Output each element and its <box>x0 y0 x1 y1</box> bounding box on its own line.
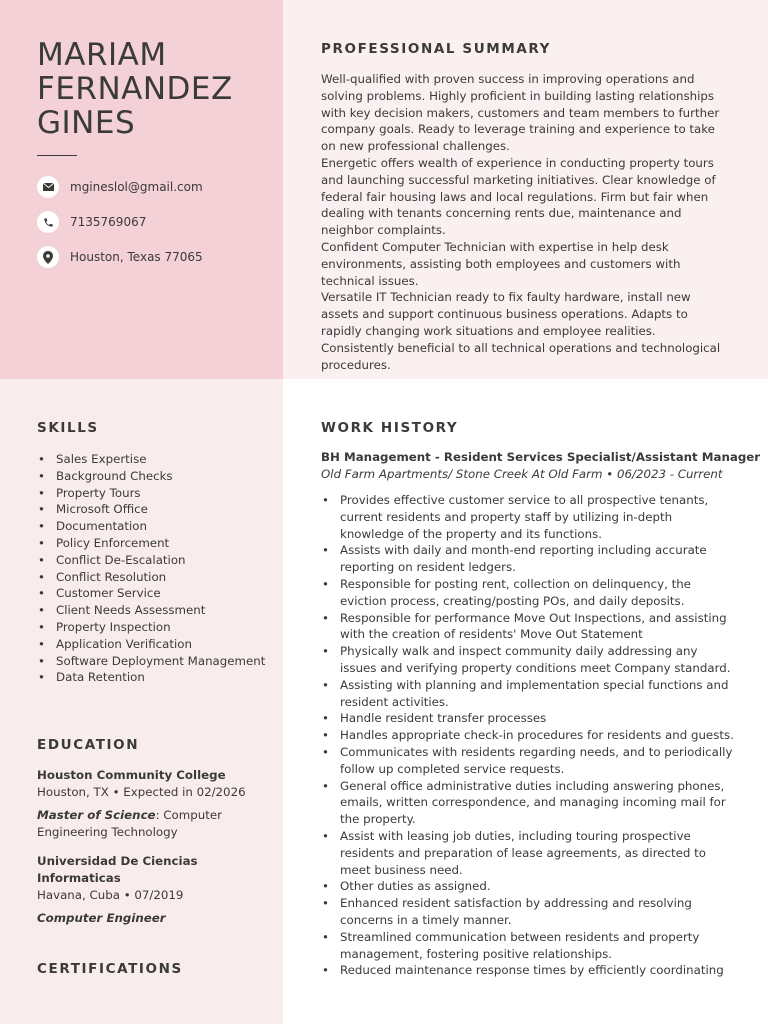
skill-item: • Microsoft Office <box>56 501 276 518</box>
degree-field: : Computer Engineering Technology <box>37 808 222 839</box>
skill-item: • Conflict Resolution <box>56 569 276 586</box>
summary-body <box>321 71 731 373</box>
duty-item: • Responsible for performance Move Out Inspections, and assisting with the creation of residents' Move Out Statement <box>340 610 735 644</box>
name-line-1: MARIAM <box>37 37 167 73</box>
job-title: BH Management - Resident Services Specialist/Assistant Manager <box>321 450 761 464</box>
education-entry-2 <box>37 853 277 927</box>
skill-item: • Customer Service <box>56 585 276 602</box>
duty-item: • Handles appropriate check-in procedures for residents and guests. <box>340 727 735 744</box>
summary-paragraph: Versatile IT Technician ready to fix faulty hardware, install new assets and support continuous business operations. Adapts to rapidly changing work situations and employee realities. Consistently beneficial to all technical operations and technological procedures. <box>321 290 721 372</box>
school-name: Universidad De Ciencias Informaticas <box>37 854 198 885</box>
duty-item: • Enhanced resident satisfaction by addressing and resolving concerns in a timely manner. <box>340 895 735 929</box>
degree-line <box>37 807 277 841</box>
skill-item: • Client Needs Assessment <box>56 602 276 619</box>
summary-paragraph: Well-qualified with proven success in improving operations and solving problems. Highly proficient in building lasting relationships with key decision makers, customers and team members to further company goals. Ready to leverage training and experience to take on new professional challenges. <box>321 72 720 154</box>
phone-icon <box>37 211 59 233</box>
skills-list <box>56 451 276 686</box>
envelope-icon <box>37 176 59 198</box>
certifications-heading: CERTIFICATIONS <box>37 961 183 977</box>
school-meta: Houston, TX • Expected in 02/2026 <box>37 785 246 799</box>
name-line-3: GINES <box>37 105 136 141</box>
summary-heading: PROFESSIONAL SUMMARY <box>321 41 552 57</box>
duty-item: • Assists with daily and month-end reporting including accurate reporting on resident ledgers. <box>340 542 735 576</box>
school-meta: Havana, Cuba • 07/2019 <box>37 888 184 902</box>
name-line-2: FERNANDEZ <box>37 71 233 107</box>
duty-item: • Communicates with residents regarding needs, and to periodically follow up completed service requests. <box>340 744 735 778</box>
phone-text: 7135769067 <box>70 215 147 229</box>
email-text: mgineslol@gmail.com <box>70 180 203 194</box>
duty-item: • General office administrative duties including answering phones, emails, written correspondence, and managing incoming mail for the property. <box>340 778 735 828</box>
location-pin-icon <box>37 246 59 268</box>
duty-item: • Reduced maintenance response times by efficiently coordinating <box>340 962 735 979</box>
duty-item: • Physically walk and inspect community daily addressing any issues and verifying property conditions meet Company standard. <box>340 643 735 677</box>
skills-heading: SKILLS <box>37 420 99 436</box>
skill-item: • Policy Enforcement <box>56 535 276 552</box>
job-subtitle: Old Farm Apartments/ Stone Creek At Old Farm • 06/2023 - Current <box>321 467 723 481</box>
skill-item: • Sales Expertise <box>56 451 276 468</box>
duty-item: • Responsible for posting rent, collection on delinquency, the eviction process, creating/posting POs, and daily deposits. <box>340 576 735 610</box>
duty-item: • Streamlined communication between residents and property management, fostering positive relationships. <box>340 929 735 963</box>
job-duties-list <box>340 492 735 979</box>
name-divider <box>37 155 77 156</box>
skill-item: • Background Checks <box>56 468 276 485</box>
contact-email[interactable] <box>37 176 203 198</box>
location-text: Houston, Texas 77065 <box>70 250 203 264</box>
duty-item: • Handle resident transfer processes <box>340 710 735 727</box>
skill-item: • Data Retention <box>56 669 276 686</box>
skill-item: • Application Verification <box>56 636 276 653</box>
contact-phone[interactable] <box>37 211 146 233</box>
education-entry-1 <box>37 767 277 841</box>
school-name: Houston Community College <box>37 768 226 782</box>
work-history-heading: WORK HISTORY <box>321 420 459 436</box>
summary-paragraph: Energetic offers wealth of experience in conducting property tours and launching successful marketing initiatives. Clear knowledge of federal fair housing laws and local regulations. Firm but fair when dealing with tenants concerning rents due, maintenance and neighbor complaints. <box>321 155 716 238</box>
candidate-name <box>37 38 233 140</box>
duty-item: • Other duties as assigned. <box>340 878 735 895</box>
summary-paragraph: Confident Computer Technician with expertise in help desk environments, assisting both employees and customers with technical issues. <box>321 239 681 288</box>
duty-item: • Assisting with planning and implementation special functions and resident activities. <box>340 677 735 711</box>
skill-item: • Property Inspection <box>56 619 276 636</box>
duty-item: • Provides effective customer service to all prospective tenants, current residents and property staff by utilizing in-depth knowledge of the property and its functions. <box>340 492 735 542</box>
skill-item: • Software Deployment Management <box>56 653 276 670</box>
duty-item: • Assist with leasing job duties, including touring prospective residents and preparation of lease agreements, as directed to meet business need. <box>340 828 735 878</box>
degree-title: Master of Science <box>37 808 156 822</box>
contact-location <box>37 246 203 268</box>
skill-item: • Property Tours <box>56 485 276 502</box>
skill-item: • Documentation <box>56 518 276 535</box>
skill-item: • Conflict De-Escalation <box>56 552 276 569</box>
education-heading: EDUCATION <box>37 737 140 753</box>
degree-title: Computer Engineer <box>37 911 166 925</box>
